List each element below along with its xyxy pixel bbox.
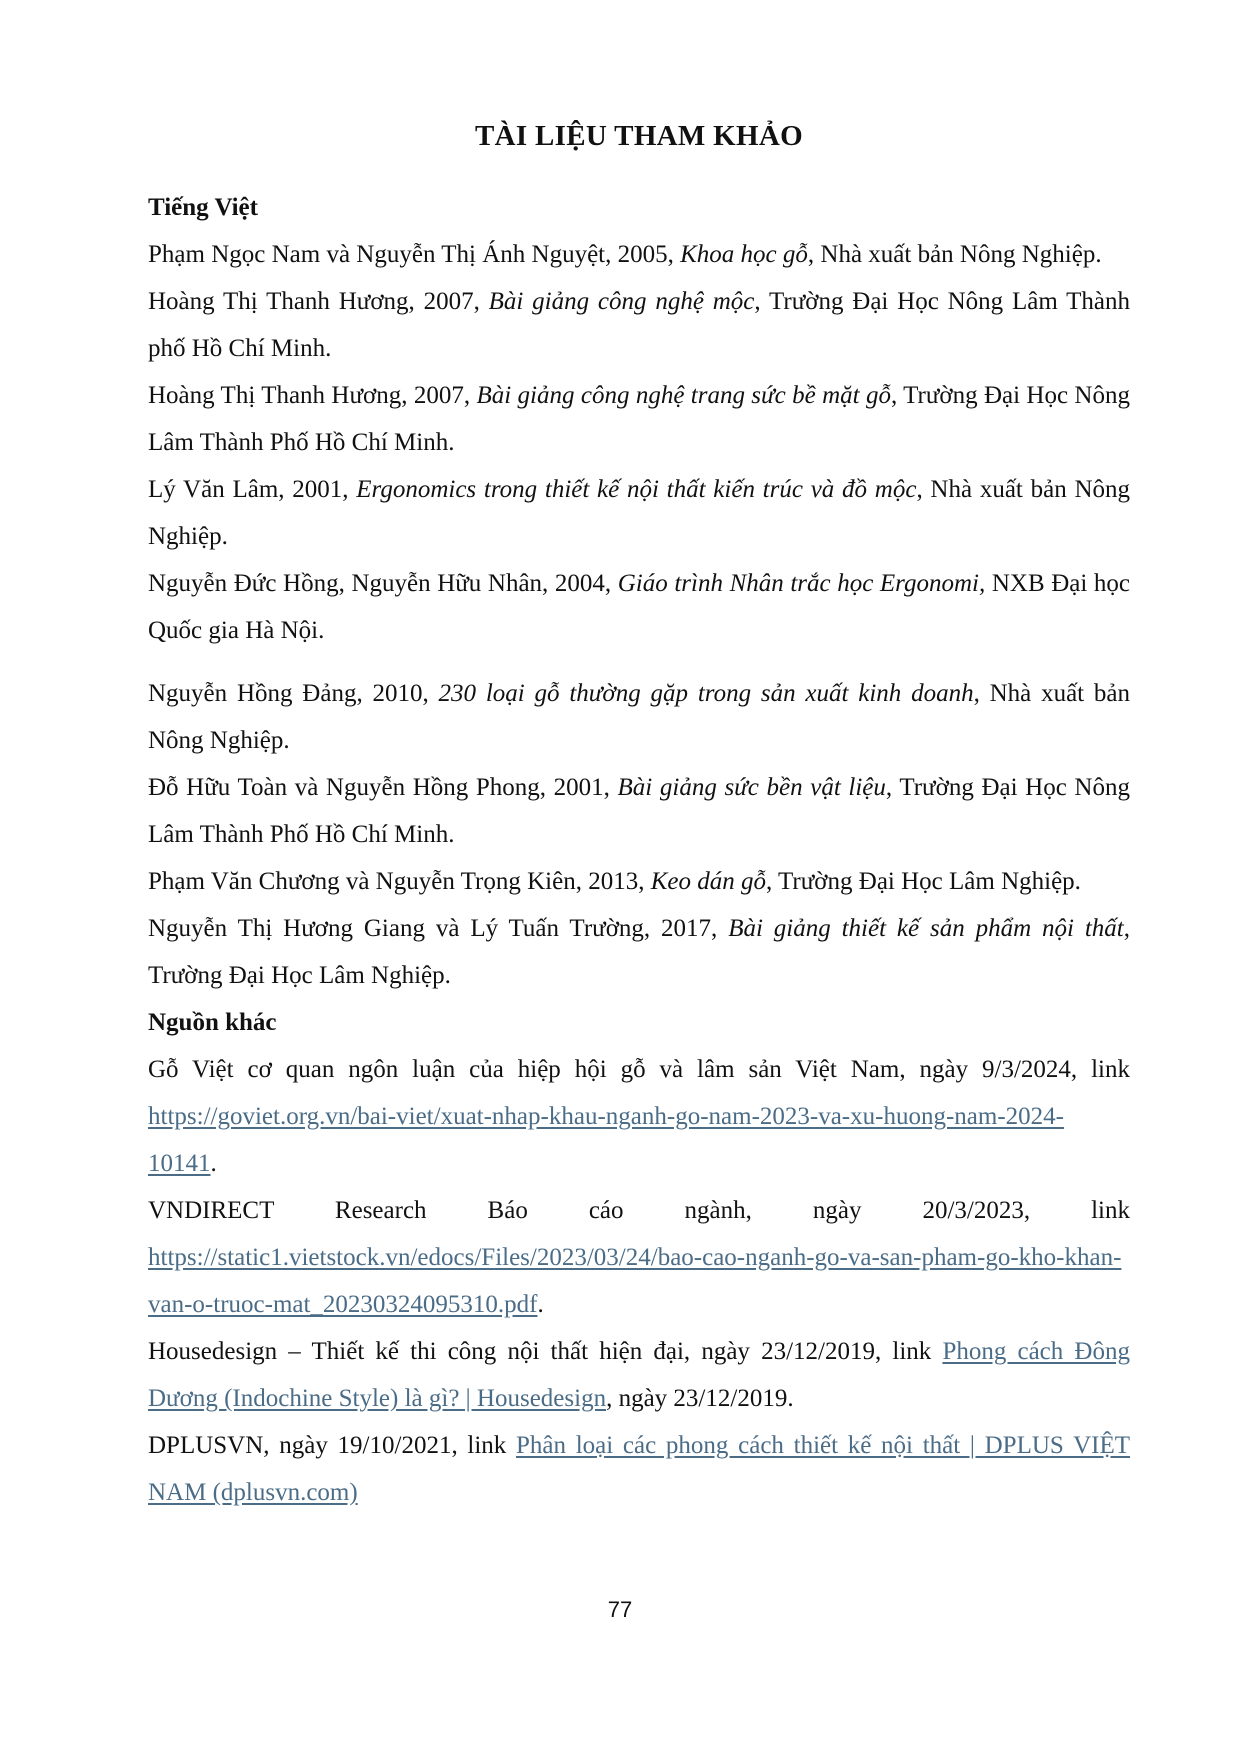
- source-description: Gỗ Việt cơ quan ngôn luận của hiệp hội gỗ và lâm sản Việt Nam, ngày 9/3/2024, link: [148, 1056, 1130, 1083]
- page-title: TÀI LIỆU THAM KHẢO: [475, 120, 803, 152]
- ref-authors: Nguyễn Đức Hồng, Nguyễn Hữu Nhân, 2004,: [148, 570, 618, 597]
- source-suffix: , ngày 23/12/2019.: [606, 1385, 794, 1412]
- ref-publisher: , Nhà xuất bản Nông Nghiệp.: [807, 241, 1102, 268]
- ref-authors: Nguyễn Thị Hương Giang và Lý Tuấn Trường, 2017,: [148, 915, 729, 942]
- references-page: [148, 110, 1130, 1516]
- ref-authors: Hoàng Thị Thanh Hương, 2007,: [148, 382, 477, 409]
- reference-item: [148, 905, 1130, 999]
- ref-authors: Đỗ Hữu Toàn và Nguyễn Hồng Phong, 2001,: [148, 774, 618, 801]
- source-suffix: .: [537, 1291, 544, 1318]
- ref-publisher: , Nhà xuất bản Nông Nghiệp.: [148, 680, 1131, 754]
- ref-title: Ergonomics trong thiết kế nội thất kiến trúc và đồ mộc: [356, 476, 917, 503]
- source-description: Housedesign – Thiết kế thi công nội thất hiện đại, ngày 23/12/2019, link: [148, 1338, 943, 1365]
- ref-authors: Phạm Văn Chương và Nguyễn Trọng Kiên, 2013,: [148, 868, 651, 895]
- source-item: [148, 1046, 1130, 1187]
- ref-publisher: , Trường Đại Học Nông Lâm Thành phố Hồ Chí Minh.: [148, 288, 1130, 362]
- reference-item: [148, 858, 1130, 905]
- ref-publisher: , Trường Đại Học Nông Lâm Thành Phố Hồ Chí Minh.: [148, 774, 1130, 848]
- ref-title: Keo dán gỗ: [650, 868, 766, 895]
- page-number: 77: [607, 1597, 633, 1622]
- ref-publisher: NXB Đại học Quốc gia Hà Nội.: [148, 570, 1131, 644]
- reference-item: [148, 372, 1130, 466]
- source-description: DPLUSVN, ngày 19/10/2021, link: [148, 1432, 517, 1459]
- ref-publisher: , Trường Đại Học Lâm Nghiệp.: [765, 868, 1081, 895]
- ref-title: Bài giảng công nghệ mộc: [488, 288, 755, 315]
- source-link[interactable]: Phong cách Đông Dương (Indochine Style) là gì? | Housedesign: [148, 1338, 1130, 1412]
- ref-authors: Hoàng Thị Thanh Hương, 2007,: [148, 288, 489, 315]
- reference-item: [148, 466, 1130, 560]
- ref-title: 230 loại gỗ thường gặp trong sản xuất kinh doanh: [438, 680, 974, 707]
- ref-title: Bài giảng thiết kế sản phẩm nội thất: [728, 915, 1124, 942]
- source-item: [148, 1187, 1130, 1328]
- source-description: VNDIRECT Research Báo cáo ngành, ngày 20/3/2023, link: [148, 1197, 1130, 1224]
- ref-title: Bài giảng công nghệ trang sức bề mặt gỗ: [476, 382, 891, 409]
- reference-item: [148, 231, 1130, 278]
- ref-title: Bài giảng sức bền vật liệu: [617, 774, 886, 801]
- ref-authors: Nguyễn Hồng Đảng, 2010,: [148, 680, 439, 707]
- source-item: [148, 1328, 1130, 1422]
- section-heading-vietnamese: Tiếng Việt: [148, 194, 258, 221]
- reference-item: [148, 764, 1130, 858]
- source-link[interactable]: https://static1.vietstock.vn/edocs/Files/2023/03/24/bao-cao-nganh-go-va-san-pham-go-kho-khan-van-o-truoc-mat_20230324095310.pdf: [148, 1244, 1122, 1318]
- ref-title: Khoa học gỗ: [680, 241, 808, 268]
- reference-item: [148, 560, 1130, 654]
- ref-publisher: , Nhà xuất bản Nông Nghiệp.: [148, 476, 1130, 550]
- ref-publisher: , Trường Đại Học Nông Lâm Thành Phố Hồ Chí Minh.: [148, 382, 1130, 456]
- ref-authors: Phạm Ngọc Nam và Nguyễn Thị Ánh Nguyệt, 2005,: [148, 241, 681, 268]
- ref-authors: Lý Văn Lâm, 2001,: [148, 476, 357, 503]
- source-item: [148, 1422, 1130, 1516]
- reference-item: [148, 670, 1130, 764]
- ref-publisher: , Trường Đại Học Lâm Nghiệp.: [148, 915, 1130, 989]
- source-link[interactable]: Phân loại các phong cách thiết kế nội thất | DPLUS VIỆT NAM (dplusvn.com): [148, 1432, 1130, 1506]
- source-link[interactable]: https://goviet.org.vn/bai-viet/xuat-nhap-khau-nganh-go-nam-2023-va-xu-huong-nam-2024-10141: [148, 1103, 1064, 1177]
- reference-item: [148, 278, 1130, 372]
- ref-title: Giáo trình Nhân trắc học Ergonomi,: [617, 570, 986, 597]
- section-heading-other-sources: Nguồn khác: [148, 1009, 277, 1036]
- source-suffix: .: [210, 1150, 217, 1177]
